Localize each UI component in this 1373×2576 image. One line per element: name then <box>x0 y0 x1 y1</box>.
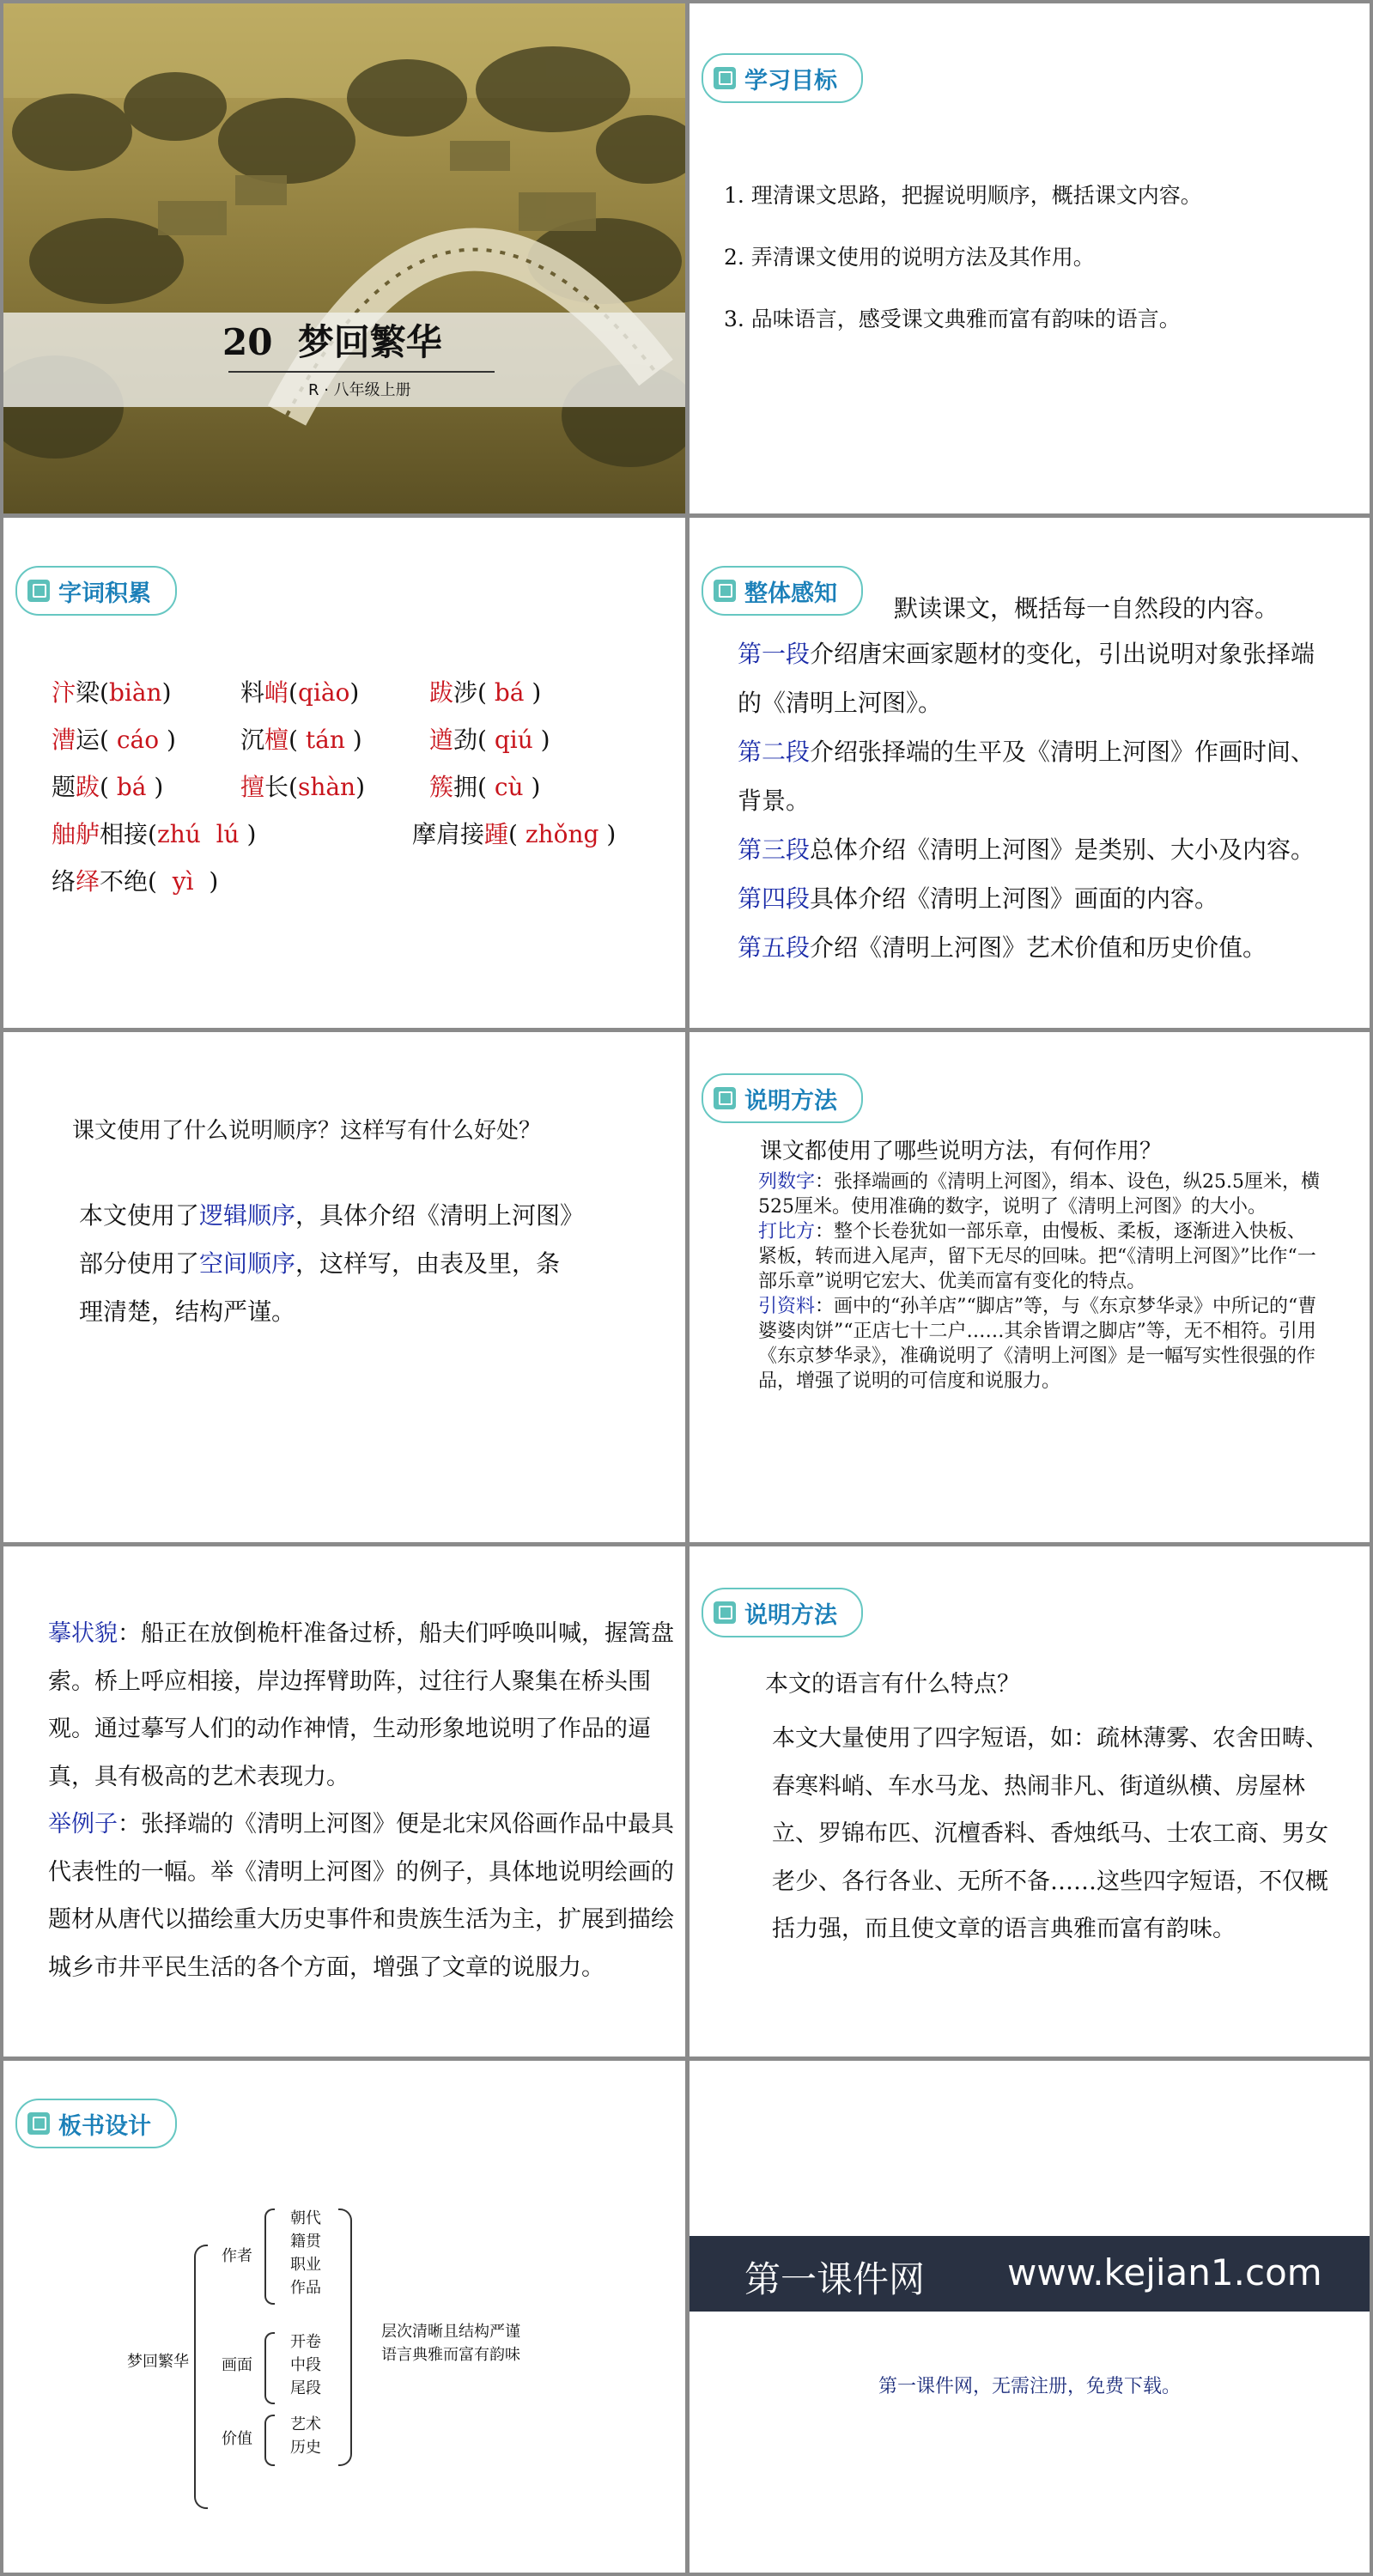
brace <box>194 2245 208 2509</box>
language-answer: 本文大量使用了四字短语，如：疏林薄雾、农舍田畴、春寒料峭、车水马龙、热闹非凡、街道纵横、房屋林立、罗锦布匹、沉檀香料、香烛纸马、士农工商、男女老少、各行各业、无所不备……这些四字短语，不仅概括力强，而且使文章的语言典雅而富有韵味。 <box>772 1725 1328 1942</box>
edit-icon <box>714 67 736 89</box>
method-item: 列数字：张择端画的《清明上河图》，绢本、设色，纵25.5厘米，横525厘米。使用准确的数字，说明了《清明上河图》的大小。 <box>758 1171 1321 1218</box>
badge-label: 字词积累 <box>58 580 151 607</box>
goal-item: 1. 理清课文思路，把握说明顺序，概括课文内容。 <box>724 183 1202 208</box>
answer-text: 本文使用了逻辑顺序，具体介绍《清明上河图》 部分使用了空间顺序，这样写，由表及里，条 理清楚，结构严谨。 <box>79 1201 585 1326</box>
site-url[interactable]: www.kejian1.com <box>1007 2251 1322 2293</box>
badge-label: 整体感知 <box>744 580 837 607</box>
methods-question: 课文都使用了哪些说明方法，有何作用？ <box>760 1139 1163 1164</box>
method-item: 引资料：画中的“孙羊店”“脚店”等，与《东京梦华录》中所记的“曹婆婆肉饼”“正店七十二户……其余皆谓之脚店”等，无不相符。引用《东京梦华录》，准确说明了《清明上河图》是一幅写实性很强的作品，增强了说明的可信度和说服力。 <box>758 1296 1317 1392</box>
cover-slide <box>3 3 685 513</box>
question-text: 课文使用了什么说明顺序？这样写有什么好处？ <box>72 1118 542 1144</box>
edit-icon <box>27 580 50 602</box>
site-footer: 第一课件网，无需注册，免费下载。 <box>878 2376 1181 2397</box>
vocab-word: 漕运( cáo ) <box>52 726 176 754</box>
grade-label: R · 八年级上册 <box>308 381 411 399</box>
vocab-word: 摩肩接踵( zhǒng ) <box>412 820 617 848</box>
board-slide <box>3 2061 685 2573</box>
edit-icon <box>714 1601 736 1624</box>
brace <box>264 2332 275 2404</box>
vocab-word: 题跋( bá ) <box>52 773 164 801</box>
vocab-word: 络绎不绝( yì ) <box>52 867 219 896</box>
paragraph-item: 第四段具体介绍《清明上河图》画面的内容。 <box>738 884 1219 913</box>
vocab-word: 舳舻相接(zhú lú ) <box>52 820 257 848</box>
goals-slide <box>690 3 1370 513</box>
goal-item: 2. 弄清课文使用的说明方法及其作用。 <box>724 245 1095 270</box>
branch-items: 朝代 籍贯 职业 作品 <box>290 2209 321 2297</box>
board-summary: 层次清晰且结构严谨 语言典雅而富有韵味 <box>381 2323 520 2364</box>
vocab-word: 跋涉( bá ) <box>429 678 542 707</box>
lesson-title: 20 梦回繁华 <box>222 321 442 363</box>
method-item: 打比方：整个长卷犹如一部乐章，由慢板、柔板，逐渐进入快板、紧板，转而进入尾声，留下无尽的回味。把“《清明上河图》”比作“一部乐章”说明它宏大、优美而富有变化的特点。 <box>758 1221 1316 1292</box>
brace <box>264 2415 275 2466</box>
edit-icon <box>714 1087 736 1109</box>
paragraph-list <box>738 629 1330 972</box>
painting-illustration <box>3 3 685 513</box>
site-name: 第一课件网 <box>744 2258 926 2300</box>
site-banner <box>690 2236 1370 2312</box>
brace <box>338 2208 352 2466</box>
paragraph-item: 第五段介绍《清明上河图》艺术价值和历史价值。 <box>738 933 1267 962</box>
vocab-word: 遒劲( qiú ) <box>429 726 550 754</box>
methods-detail-slide <box>3 1546 685 2057</box>
language-slide <box>690 1546 1370 2057</box>
edit-icon <box>714 580 736 602</box>
brace <box>264 2208 275 2305</box>
vocab-word: 汴梁(biàn) <box>52 678 172 707</box>
branch-items: 艺术 历史 <box>290 2415 321 2457</box>
methods-detail-text: 摹状貌：船正在放倒桅杆准备过桥，船夫们呼唤叫喊，握篙盘索。桥上呼应相接，岸边挥臂助阵，过往行人聚集在桥头围观。通过摹写人们的动作神情，生动形象地说明了作品的逼真，具有极高的艺术表现力。 举例子：张择端的《清明上河图》便是北宋风俗画作品中最具代表性的一幅。举《清明上河图》的例子，具体地说明绘画的题材从唐代以描绘重大历史事件和贵族生活为主，扩展到描绘城乡市井平民生活的各个方面，增强了文章的说服力。 <box>48 1620 674 1981</box>
order-slide <box>3 1032 685 1542</box>
board-diagram <box>3 2061 685 2573</box>
paragraph-item: 第一段介绍唐宋画家题材的变化，引出说明对象张择端的《清明上河图》。 <box>738 640 1315 717</box>
section-badge <box>702 1588 863 1637</box>
paragraph-item: 第二段介绍张择端的生平及《清明上河图》作画时间、背景。 <box>738 738 1315 815</box>
branch-items: 开卷 中段 尾段 <box>290 2333 321 2397</box>
section-badge <box>702 1073 863 1123</box>
branch-picture: 画面 <box>222 2356 252 2374</box>
language-question: 本文的语言有什么特点？ <box>765 1671 1020 1698</box>
overview-intro: 默读课文，概括每一自然段的内容。 <box>894 594 1279 623</box>
overview-slide <box>690 518 1370 1028</box>
diagram-root: 梦回繁华 <box>127 2353 189 2371</box>
vocab-word: 簇拥( cù ) <box>429 773 541 801</box>
paragraph-item: 第三段总体介绍《清明上河图》是类别、大小及内容。 <box>738 835 1315 864</box>
vocab-word: 擅长(shàn) <box>240 773 366 801</box>
vocabulary-slide <box>3 518 685 1028</box>
vocab-grid <box>52 669 670 905</box>
vocab-word: 料峭(qiào) <box>240 678 360 707</box>
badge-label: 说明方法 <box>744 1087 837 1115</box>
badge-label: 说明方法 <box>744 1601 837 1629</box>
section-badge <box>702 53 863 103</box>
section-badge <box>15 566 177 616</box>
vocab-word: 沉檀( tán ) <box>240 726 362 754</box>
title-underline <box>228 371 495 373</box>
badge-label: 学习目标 <box>744 67 837 94</box>
branch-value: 价值 <box>222 2430 252 2448</box>
badge-label: 板书设计 <box>58 2112 151 2140</box>
methods-slide <box>690 1032 1370 1542</box>
branch-author: 作者 <box>222 2247 252 2265</box>
section-badge <box>702 566 863 616</box>
goal-item: 3. 品味语言，感受课文典雅而富有韵味的语言。 <box>724 307 1181 331</box>
site-slide <box>690 2061 1370 2573</box>
methods-list <box>758 1170 1325 1394</box>
